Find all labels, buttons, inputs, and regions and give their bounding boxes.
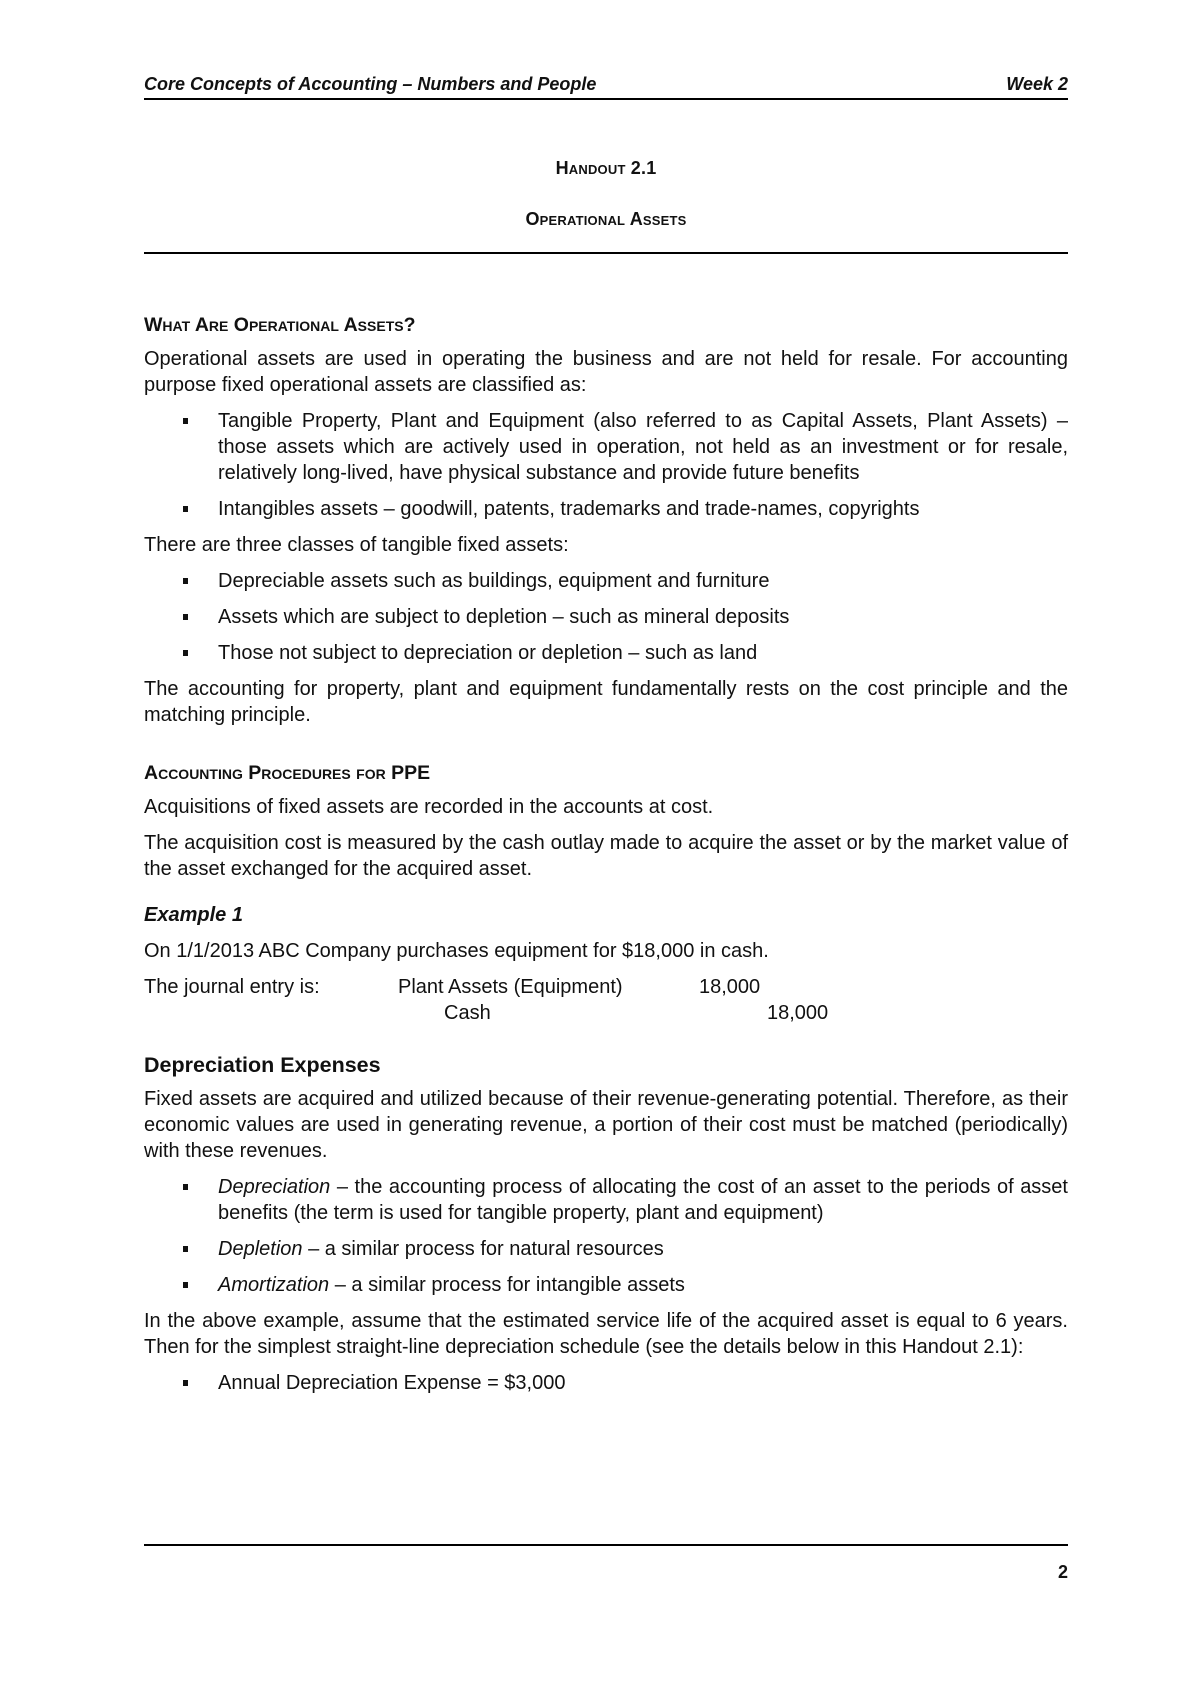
header-course-title: Core Concepts of Accounting – Numbers and People xyxy=(144,74,597,94)
header-week: Week 2 xyxy=(1006,74,1068,94)
handout-title: Operational Assets xyxy=(525,209,687,229)
bullet-icon xyxy=(183,506,188,512)
list-item: Amortization – a similar process for intangible assets xyxy=(144,1272,1068,1298)
bullet-icon xyxy=(183,1380,188,1386)
bullet-icon xyxy=(183,1246,188,1252)
section-heading-ppe-procedures: Accounting Procedures for PPE xyxy=(144,762,431,784)
classification-list xyxy=(144,408,1068,522)
list-item: Assets which are subject to depletion – such as mineral deposits xyxy=(144,604,1068,630)
list-item: Annual Depreciation Expense = $3,000 xyxy=(144,1370,1068,1396)
terms-list xyxy=(144,1174,1068,1298)
section-heading-operational-assets: What Are Operational Assets? xyxy=(144,314,416,336)
section-heading-depreciation: Depreciation Expenses xyxy=(144,1053,381,1077)
list-item: Those not subject to depreciation or depletion – such as land xyxy=(144,640,1068,666)
list-item: Tangible Property, Plant and Equipment (also referred to as Capital Assets, Plant Assets) – those assets which are actively used in operation, not held as an investment or for resale, relatively long-lived, have physical substance and provide future benefits xyxy=(144,408,1068,486)
paragraph: In the above example, assume that the estimated service life of the acquired asset is equal to 6 years. Then for the simplest straight-line depreciation schedule (see the details below in this Handout 2.1): xyxy=(144,1310,1068,1358)
bullet-icon xyxy=(183,418,188,424)
header-rule xyxy=(144,98,1068,100)
journal-credit-amount: 18,000 xyxy=(767,1002,829,1024)
handout-number: Handout 2.1 xyxy=(555,158,657,178)
expense-list xyxy=(144,1370,1068,1396)
bullet-icon xyxy=(183,1184,188,1190)
bullet-icon xyxy=(183,614,188,620)
example-heading: Example 1 xyxy=(144,904,243,926)
footer-rule xyxy=(144,1544,1068,1546)
bullet-icon xyxy=(183,578,188,584)
running-header xyxy=(144,74,1068,98)
journal-label: The journal entry is: xyxy=(144,976,320,998)
paragraph: Acquisitions of fixed assets are recorded in the accounts at cost. xyxy=(144,796,714,818)
bullet-icon xyxy=(183,1282,188,1288)
journal-entry xyxy=(144,974,1068,1026)
journal-debit-amount: 18,000 xyxy=(699,976,761,998)
paragraph: The accounting for property, plant and equipment fundamentally rests on the cost principle and the matching principle. xyxy=(144,678,1068,726)
list-item: Depreciation – the accounting process of allocating the cost of an asset to the periods of asset benefits (the term is used for tangible property, plant and equipment) xyxy=(144,1174,1068,1226)
main-content xyxy=(144,312,1068,1406)
list-item: Depreciable assets such as buildings, equipment and furniture xyxy=(144,568,1068,594)
paragraph: On 1/1/2013 ABC Company purchases equipment for $18,000 in cash. xyxy=(144,940,769,962)
paragraph: The acquisition cost is measured by the cash outlay made to acquire the asset or by the market value of the asset exchanged for the acquired asset. xyxy=(144,832,1068,880)
paragraph: Operational assets are used in operating the business and are not held for resale. For accounting purpose fixed operational assets are classified as: xyxy=(144,348,1068,396)
title-rule xyxy=(144,252,1068,254)
paragraph: Fixed assets are acquired and utilized because of their revenue-generating potential. Therefore, as their economic values are used in generating revenue, a portion of their cost must be matched (periodically) with these revenues. xyxy=(144,1088,1068,1162)
journal-credit-account: Cash xyxy=(444,1002,491,1024)
paragraph: There are three classes of tangible fixed assets: xyxy=(144,534,569,556)
bullet-icon xyxy=(183,650,188,656)
tangible-classes-list xyxy=(144,568,1068,666)
journal-debit-account: Plant Assets (Equipment) xyxy=(398,976,623,998)
list-item: Depletion – a similar process for natural resources xyxy=(144,1236,1068,1262)
list-item: Intangibles assets – goodwill, patents, trademarks and trade-names, copyrights xyxy=(144,496,1068,522)
page-number: 2 xyxy=(1057,1562,1068,1582)
